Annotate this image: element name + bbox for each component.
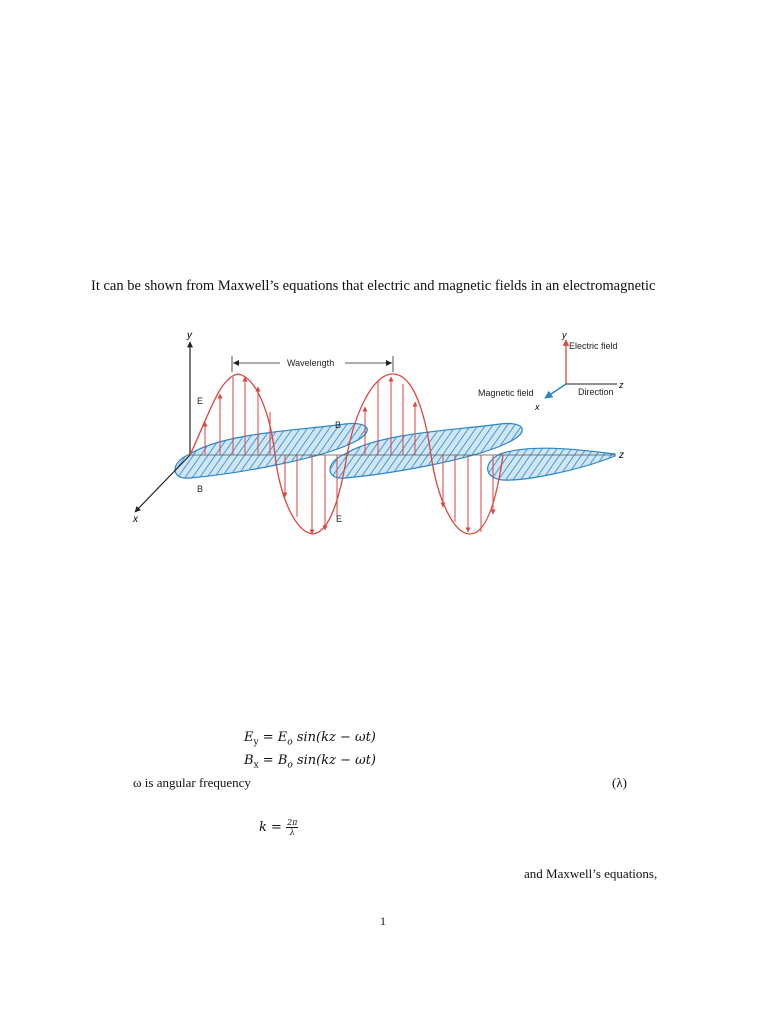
equation-k: k = $\frac{2\pi}{\lambda}$ <box>259 818 298 837</box>
wavelength-label: Wavelength <box>287 358 335 368</box>
legend-y-label: y <box>562 330 567 340</box>
b-label-bottom: B <box>197 484 204 494</box>
omega-description: ω is angular frequency <box>133 775 251 790</box>
em-wave-figure <box>125 322 645 542</box>
maxwell-text: and Maxwell’s equations, <box>524 866 658 881</box>
legend-z-label: z <box>619 380 624 390</box>
equation-bx: $B_x = B_o$ sin(kz − ωt) <box>244 753 376 771</box>
legend-electric-field: Electric field <box>569 341 618 351</box>
intro-paragraph: It can be shown from Maxwell’s equations that electric and magnetic fields in an electromagnetic <box>91 278 656 294</box>
coordinate-axes <box>135 342 615 512</box>
legend-x-label: x <box>535 402 540 412</box>
b-label-top: B <box>335 420 342 430</box>
legend-direction: Direction <box>578 387 614 397</box>
page-number: 1 <box>380 914 386 928</box>
z-axis-label: z <box>619 450 624 461</box>
equation-ey: $E_y = E_o$ sin(kz − ωt) <box>244 730 376 748</box>
magnetic-field-lobes <box>175 424 615 481</box>
e-label-bottom: E <box>336 514 343 524</box>
lambda-symbol: (λ) <box>612 775 627 790</box>
e-label-top: E <box>197 396 204 406</box>
y-axis-label: y <box>187 330 192 341</box>
legend-magnetic-field: Magnetic field <box>478 388 534 398</box>
x-axis-label: x <box>133 514 138 525</box>
